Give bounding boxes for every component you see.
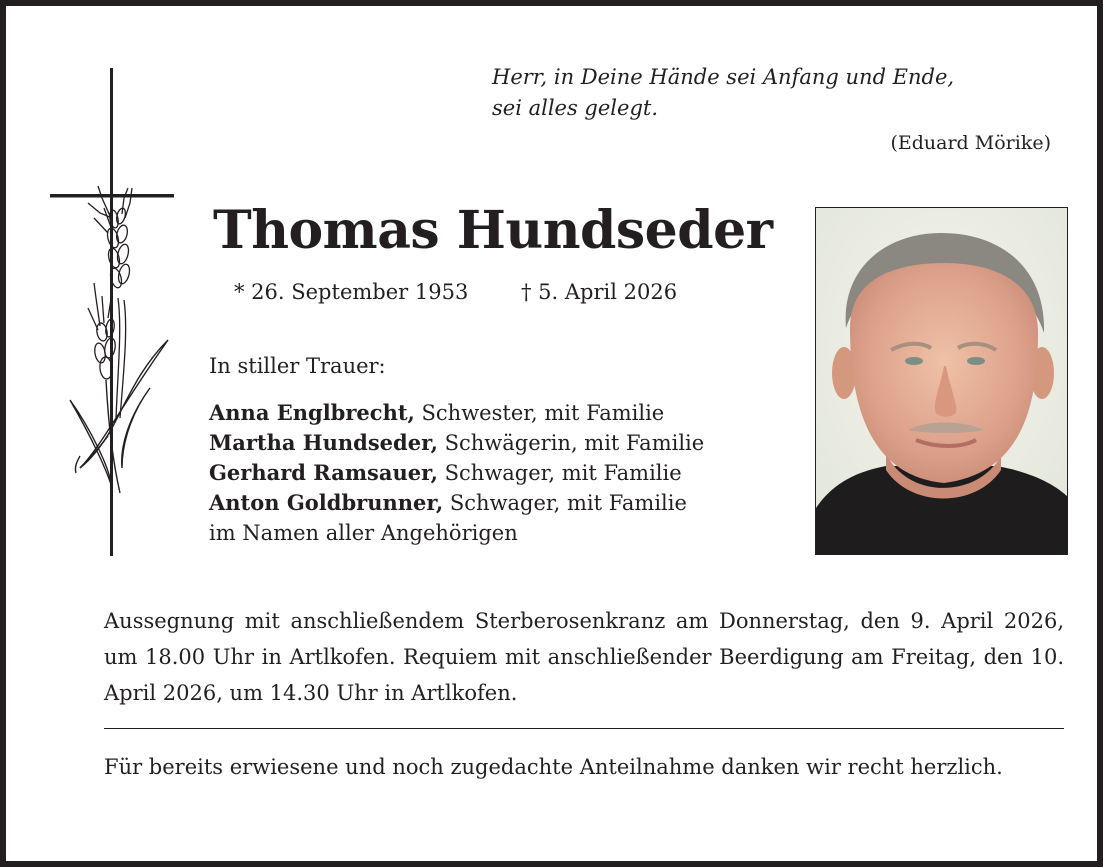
mourner-row: [209, 398, 704, 428]
quote-line-2: sei alles gelegt.: [492, 96, 659, 120]
service-announcement: Aussegnung mit anschließendem Sterberosenkranz am Donnerstag, den 9. April 2026, um 18.00 Uhr in Artlkofen. Requiem mit anschließender Beerdigung am Freitag, den 10. April 2026, um 14.30 Uhr in Artlkofen.: [104, 609, 1064, 705]
mourner-name: Gerhard Ramsauer,: [209, 460, 438, 485]
divider: [104, 728, 1064, 729]
deceased-name: Thomas Hundseder: [213, 200, 773, 261]
birth-date: * 26. September 1953: [234, 280, 469, 304]
mourner-relation: Schwager, mit Familie: [437, 461, 682, 485]
mourner-name: Anna Englbrecht,: [209, 400, 415, 425]
quote-line-1: Herr, in Deine Hände sei Anfang und Ende,: [492, 65, 955, 89]
mourner-name: Martha Hundseder,: [209, 430, 438, 455]
mourner-row: [209, 488, 704, 518]
thanks-note: Für bereits erwiesene und noch zugedachte Anteilnahme danken wir recht herzlich.: [104, 755, 1003, 779]
mourner-name: Anton Goldbrunner,: [209, 490, 444, 515]
mourner-relation: Schwägerin, mit Familie: [437, 431, 705, 455]
mourner-row: [209, 428, 704, 458]
mourners-closing: im Namen aller Angehörigen: [209, 521, 518, 545]
portrait-photo: [815, 207, 1068, 555]
bible-quote: [492, 62, 1072, 124]
mourner-relation: Schwester, mit Familie: [414, 401, 665, 425]
mourning-heading: In stiller Trauer:: [209, 354, 386, 378]
mourner-row: [209, 458, 704, 488]
cross-with-wheat-icon: [50, 68, 174, 556]
life-dates: [234, 276, 677, 308]
mourners-list: [209, 398, 704, 548]
mourner-relation: Schwager, mit Familie: [443, 491, 687, 515]
quote-author: (Eduard Mörike): [890, 132, 1051, 154]
portrait-illustration: [816, 208, 1068, 555]
death-date: † 5. April 2026: [521, 280, 678, 304]
